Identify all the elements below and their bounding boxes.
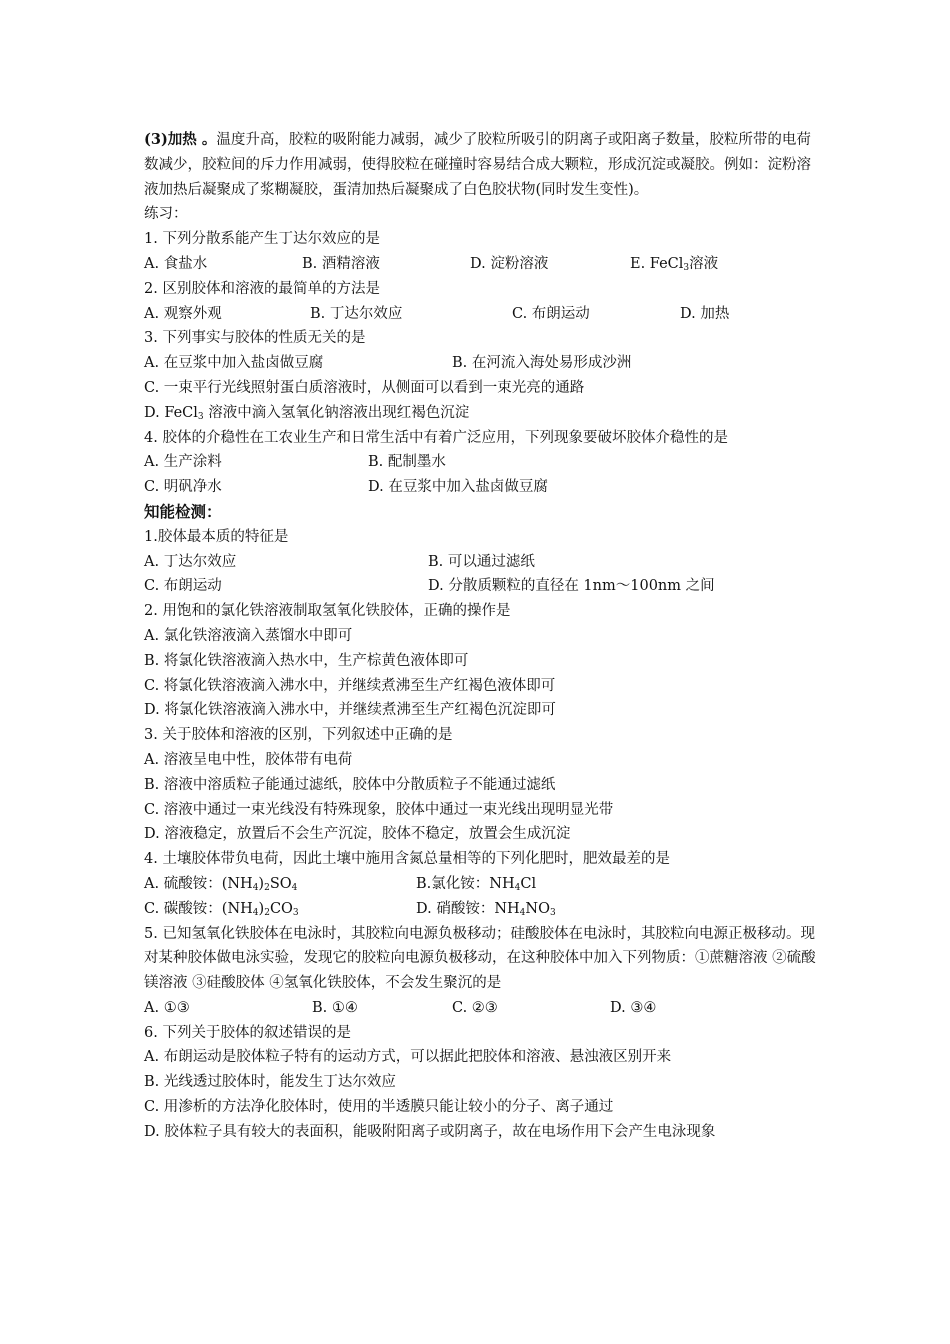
test-q4-d-sub1: 4 [519, 907, 526, 918]
test-q6-option-b: B. 光线透过胶体时，能发生丁达尔效应 [144, 1074, 396, 1091]
test-q4-b-sub1: 4 [514, 882, 521, 893]
test-q3-stem: 3. 关于胶体和溶液的区别，下列叙述中正确的是 [144, 727, 453, 744]
practice-q4-options-ab [144, 450, 824, 475]
test-q4-b-pre: B.氯化铵：NH [416, 875, 515, 892]
test-section-title: 知能检测： [144, 502, 222, 521]
test-q4-c-pre: C. 碳酸铵：(NH [144, 900, 253, 917]
practice-q1-option-d [630, 252, 718, 277]
practice-q3-option-d [144, 401, 824, 426]
practice-q2-option-c: C. 布朗运动 [512, 305, 590, 322]
test-q2-option-a: A. 氯化铁溶液滴入蒸馏水中即可 [144, 627, 353, 644]
test-q2-option-c: C. 将氯化铁溶液滴入沸水中，并继续煮沸至生产红褐色液体即可 [144, 677, 556, 694]
practice-q2-option-b: B. 丁达尔效应 [310, 305, 403, 322]
test-q4-options-cd [144, 897, 824, 922]
test-q4-a-mid: ) [258, 875, 265, 892]
practice-q3-option-a: A. 在豆浆中加入盐卤做豆腐 [144, 355, 324, 372]
test-q4-b-post: Cl [520, 875, 537, 892]
test-q4-c-post: CO [269, 900, 293, 917]
intro-heading: (3)加热 。 [144, 131, 217, 148]
test-q5-options [144, 996, 824, 1021]
practice-q2-option-a: A. 观察外观 [144, 305, 222, 322]
test-q4-d-post: NO [525, 900, 550, 917]
practice-q3-option-d-post: 溶液中滴入氢氧化钠溶液出现红褐色沉淀 [203, 404, 470, 421]
test-q4-a-sub3: 4 [291, 882, 298, 893]
test-q6-option-c: C. 用渗析的方法净化胶体时，使用的半透膜只能让较小的分子、离子通过 [144, 1099, 614, 1116]
test-q1-options-ab [144, 550, 824, 575]
test-q5-stem: 5. 已知氢氧化铁胶体在电泳时，其胶粒向电源负极移动；硅酸胶体在电泳时，其胶粒向电源正极移动。现对某种胶体做电泳实验，发现它的胶粒向电源负极移动，在这种胶体中加入下列物质：①蔗糖溶液 ②硫酸镁溶液 ③硅酸胶体 ④氢氧化铁胶体，不会发生聚沉的是 [144, 925, 816, 992]
test-q4-d-pre: D. 硝酸铵：NH [416, 900, 520, 917]
test-q1-option-a: A. 丁达尔效应 [144, 553, 237, 570]
test-q1-option-b: B. 可以通过滤纸 [428, 553, 535, 570]
practice-q3-options-ab [144, 351, 824, 376]
practice-q1-option-b: B. 酒精溶液 [302, 255, 380, 272]
practice-q4-option-b: B. 配制墨水 [368, 454, 446, 471]
test-q4-option-d [416, 897, 556, 922]
practice-q2-options [144, 302, 824, 327]
test-q4-stem: 4. 土壤胶体带负电荷，因此土壤中施用含氮总量相等的下列化肥时，肥效最差的是 [144, 851, 670, 868]
test-q4-d-sub2: 3 [549, 907, 556, 918]
test-q4-c-sub3: 3 [292, 907, 299, 918]
practice-q3-option-d-pre: D. FeCl [144, 404, 198, 421]
test-q3-option-b: B. 溶液中溶质粒子能通过滤纸，胶体中分散质粒子不能通过滤纸 [144, 776, 556, 793]
test-q1-option-d: D. 分散质颗粒的直径在 1nm～100nm 之间 [428, 578, 715, 595]
test-q2-option-b: B. 将氯化铁溶液滴入热水中，生产棕黄色液体即可 [144, 652, 469, 669]
practice-q1-option-d-post: 溶液 [689, 255, 719, 272]
test-q4-a-sub1: 4 [252, 882, 259, 893]
test-q3-option-d: D. 溶液稳定，放置后不会生产沉淀，胶体不稳定，放置会生成沉淀 [144, 826, 571, 843]
practice-q3-stem: 3. 下列事实与胶体的性质无关的是 [144, 330, 366, 347]
test-q5-option-c: C. ②③ [452, 999, 498, 1016]
practice-q1-option-c: D. 淀粉溶液 [470, 255, 549, 272]
practice-q3-option-d-sub: 3 [197, 411, 204, 422]
test-q3-option-a: A. 溶液呈电中性，胶体带有电荷 [144, 751, 353, 768]
test-q4-a-sub2: 2 [264, 882, 270, 893]
test-q4-option-b [416, 872, 536, 897]
test-q4-options-ab [144, 872, 824, 897]
intro-paragraph [144, 128, 824, 202]
test-q4-option-c [144, 897, 416, 922]
practice-q1-stem: 1. 下列分散系能产生丁达尔效应的是 [144, 231, 380, 248]
test-q4-c-sub2: 2 [264, 907, 270, 918]
practice-q1-options [144, 252, 824, 277]
test-q1-options-cd [144, 574, 824, 599]
test-q5-option-d: D. ③④ [610, 999, 657, 1016]
practice-q1-option-a: A. 食盐水 [144, 255, 208, 272]
practice-title: 练习： [144, 206, 188, 223]
practice-q4-option-a: A. 生产涂料 [144, 454, 222, 471]
test-q4-a-post: SO [269, 875, 292, 892]
intro-text: 温度升高，胶粒的吸附能力减弱，减少了胶粒所吸引的阴离子或阳离子数量，胶粒所带的电荷数减少，胶粒间的斥力作用减弱，使得胶粒在碰撞时容易结合成大颗粒，形成沉淀或凝胶。例如：淀粉溶液加热后凝聚成了浆糊凝胶，蛋清加热后凝聚成了白色胶状物(同时发生变性)。 [144, 132, 811, 198]
practice-q2-option-d: D. 加热 [680, 305, 730, 322]
document-content [144, 128, 824, 1145]
practice-q4-option-c: C. 明矾净水 [144, 479, 222, 496]
practice-q1-option-d-pre: E. FeCl [630, 255, 684, 272]
test-q2-stem: 2. 用饱和的氯化铁溶液制取氢氧化铁胶体，正确的操作是 [144, 603, 511, 620]
test-q6-option-d: D. 胶体粒子具有较大的表面积，能吸附阳离子或阴离子，故在电场作用下会产生电泳现象 [144, 1123, 716, 1140]
test-q1-option-c: C. 布朗运动 [144, 578, 222, 595]
test-q4-c-mid: ) [258, 900, 265, 917]
test-q6-stem: 6. 下列关于胶体的叙述错误的是 [144, 1024, 351, 1041]
test-q4-c-sub1: 4 [252, 907, 259, 918]
practice-q3-option-c: C. 一束平行光线照射蛋白质溶液时，从侧面可以看到一束光亮的通路 [144, 379, 585, 396]
practice-q4-option-d: D. 在豆浆中加入盐卤做豆腐 [368, 479, 548, 496]
practice-q1-option-d-sub: 3 [683, 262, 690, 273]
test-q5-option-b: B. ①④ [312, 999, 358, 1016]
test-q6-option-a: A. 布朗运动是胶体粒子特有的运动方式，可以据此把胶体和溶液、悬浊液区别开来 [144, 1049, 672, 1066]
test-q1-stem: 1.胶体最本质的特征是 [144, 528, 289, 545]
test-q4-a-pre: A. 硫酸铵：(NH [144, 875, 253, 892]
test-q3-option-c: C. 溶液中通过一束光线没有特殊现象，胶体中通过一束光线出现明显光带 [144, 801, 614, 818]
test-q2-option-d: D. 将氯化铁溶液滴入沸水中，并继续煮沸至生产红褐色沉淀即可 [144, 702, 556, 719]
test-q5-option-a: A. ①③ [144, 999, 190, 1016]
practice-q2-stem: 2. 区别胶体和溶液的最简单的方法是 [144, 280, 380, 297]
test-q4-option-a [144, 872, 416, 897]
practice-q3-option-b: B. 在河流入海处易形成沙洲 [452, 355, 632, 372]
practice-q4-stem: 4. 胶体的介稳性在工农业生产和日常生活中有着广泛应用，下列现象要破坏胶体介稳性的是 [144, 429, 728, 446]
practice-q4-options-cd [144, 475, 824, 500]
